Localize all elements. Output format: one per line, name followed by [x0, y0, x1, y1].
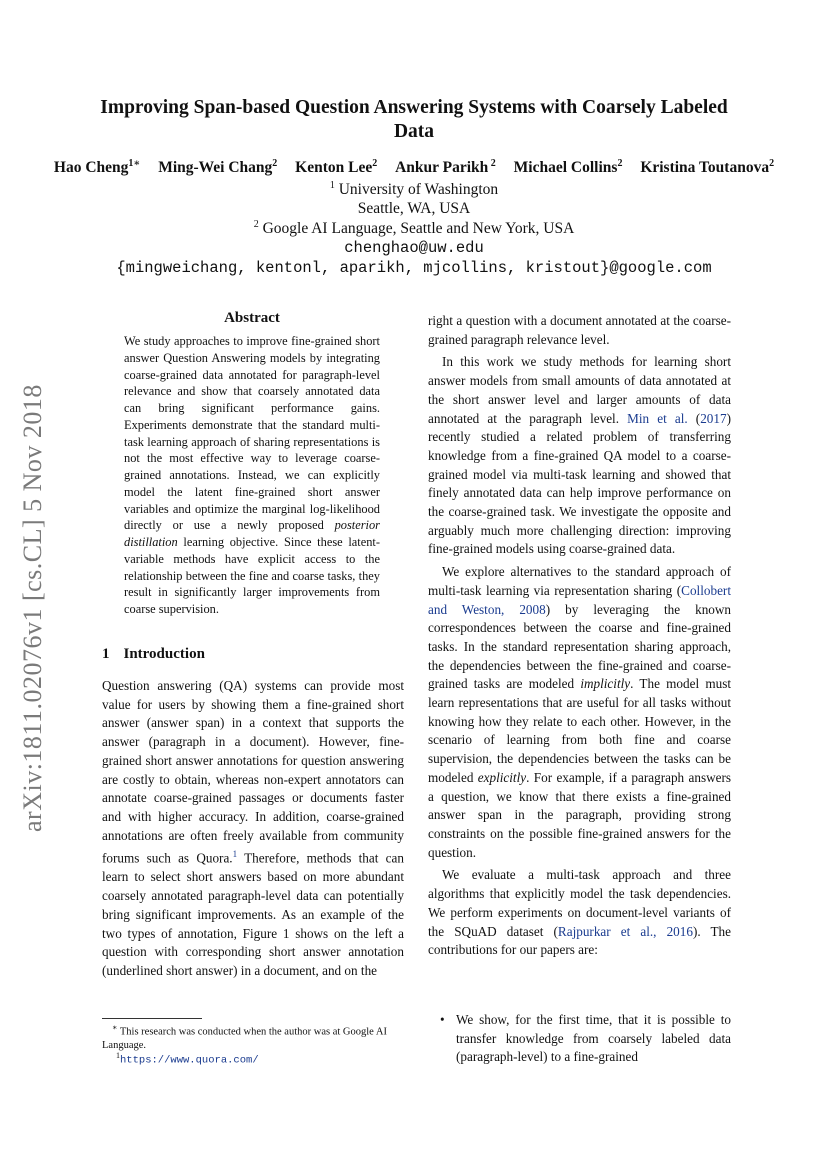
affiliation-1-location: Seattle, WA, USA	[357, 200, 471, 217]
arxiv-identifier: arXiv:1811.02076v1 [cs.CL] 5 Nov 2018	[18, 384, 47, 832]
affiliation-1: $^1$ University of Washington	[329, 180, 499, 199]
author-list	[20, 158, 808, 177]
author: Kristina Toutanova$^2$	[640, 158, 775, 177]
author: Ming-Wei Chang$^2$	[158, 158, 278, 177]
affiliation-2: $^2$ Google AI Language, Seattle and New York, USA	[253, 219, 575, 238]
email-uw: chenghao@uw.edu	[344, 239, 484, 257]
email-google: {mingweichang, kentonl, aparikh, mjcollins, kristout}@google.com	[116, 259, 712, 277]
author: Hao Cheng$^{1∗}$	[53, 158, 141, 177]
author: Ankur Parikh $^2$	[395, 158, 496, 177]
right-column-text: right a question with a document annotated at the coarse-grained paragraph relevance level. In this work we study methods for learning short answer models from small amounts of data annotated at the short answer level and larger amounts of data annotated at the paragraph level. Min et al. (2017) recently studied a related problem of transferring knowledge from a fine-grained QA model to a coarse-grained model via multi-task learning and showed that finely annotated data can help improve performance on the coarse-grained task. We investigate the opposite and arguably much more challenging direction: improving fine-grained models using coarse-grained data. We explore alternatives to the standard approach of multi-task learning via representation sharing (Collobert and Weston, 2008) by leveraging the known correspondences between the coarse and fine-grained tasks. In the standard representation sharing approach, the dependencies between the fine-grained and coarse-grained tasks are modeled implicitly. The model must learn representations that are useful for all tasks without knowing how they relate to each other. However, in the scenario of learning from both fine and coarse supervision, the dependencies between the tasks can be modeled explicitly. For example, if a paragraph answers a question, we know that there exists a fine-grained answer span in the paragraph, providing strong constraints on the possible fine-grained answers for the question. We evaluate a multi-task approach and three algorithms that explicitly model the task dependencies. We perform experiments on document-level variants of the SQuAD dataset (Rajpurkar et al., 2016). The contributions for our papers are:	[428, 313, 732, 958]
introduction-paragraph: Question answering (QA) systems can provide most value for users by showing them a fine-grained short answer (answer span) in a context that supports the answer (paragraph in a document). However, fine-grained short answer annotations for question answering are costly to obtain, whereas non-expert annotators can annotate coarse-grained passages or documents faster and with higher accuracy. In addition, coarse-grained annotations are often freely available from community forums such as Quora.$^1$ Therefore, methods that can learn to select short answers based on more abundant coarsely annotated paragraph-level data can potentially bring significant improvements. As an example of the two types of annotation, Figure 1 shows on the left a question with corresponding short answer annotation (underlined short answer) in a document, and on the	[102, 678, 404, 978]
footnote-divider	[102, 1018, 202, 1019]
paper-title: Improving Span-based Question Answering Systems with Coarsely Labeled Data	[100, 97, 728, 142]
abstract-heading: Abstract	[224, 310, 280, 326]
quora-link[interactable]: https://www.quora.com/	[120, 1054, 259, 1067]
section-heading-introduction: 1 Introduction	[102, 646, 205, 662]
footnote-quora: $^1$https://www.quora.com/	[116, 1051, 259, 1067]
bullet-icon: •	[440, 1012, 445, 1027]
author: Michael Collins$^2$	[513, 158, 623, 177]
contribution-bullet: • We show, for the first time, that it is possible to transfer knowledge from coarsely labeled data (paragraph-level) to a fine-grained	[440, 1012, 731, 1065]
abstract-body: We study approaches to improve fine-grained short answer Question Answering models by integrating coarse-grained data annotated for paragraph-level relevance and show that coarsely annotated data can bring significant performance gains. Experiments demonstrate that the standard multi-task learning approach of sharing representations is not the most effective way to leverage coarse-grained annotations. Instead, we can explicitly model the latent fine-grained short answer variables and optimize the marginal log-likelihood directly or use a newly proposed posterior distillation learning objective. Since these latent-variable methods have explicit access to the relationship between the fine and coarse tasks, they result in significantly larger improvements from coarse supervision.	[124, 334, 380, 616]
citation-link[interactable]: Rajpurkar et al., 2016	[557, 923, 693, 939]
footnote-author: ∗ This research was conducted when the author was at Google AI Language.	[102, 1023, 387, 1051]
citation-link[interactable]: Min et al.	[627, 410, 688, 426]
citation-link[interactable]: Collobert and Weston, 2008	[428, 582, 731, 617]
author: Kenton Lee$^2$	[295, 158, 378, 177]
footnote-ref[interactable]: 1	[232, 849, 238, 860]
citation-link[interactable]: 2017	[700, 410, 727, 426]
